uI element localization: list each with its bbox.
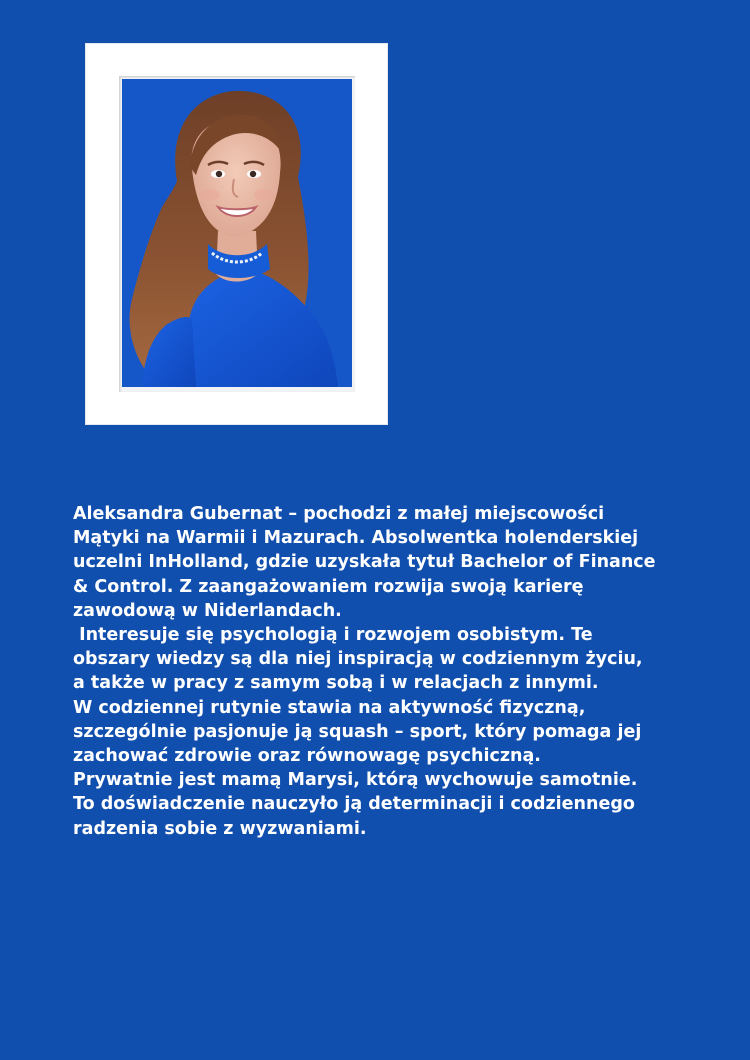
portrait-photo bbox=[122, 79, 352, 387]
biography-text bbox=[73, 502, 683, 841]
bio-line: Aleksandra Gubernat – pochodzi z małej miejscowości bbox=[73, 504, 605, 524]
bio-line: obszary wiedzy są dla niej inspiracją w codziennym życiu, bbox=[73, 649, 643, 670]
bio-line: Interesuje się psychologią i rozwojem osobistym. Te bbox=[73, 625, 593, 646]
bio-line: a także w pracy z samym sobą i w relacjach z innymi. bbox=[73, 673, 599, 694]
bio-line: szczególnie pasjonuje ją squash – sport, który pomaga jej bbox=[73, 721, 642, 742]
photo-mat bbox=[119, 76, 355, 392]
bio-line: zawodową w Niderlandach. bbox=[73, 600, 342, 621]
bio-line: Prywatnie jest mamą Marysi, którą wychowuje samotnie. bbox=[73, 770, 638, 791]
bio-line: W codziennej rutynie stawia na aktywność fizyczną, bbox=[73, 697, 586, 718]
bio-line: uczelni InHolland, gdzie uzyskała tytuł Bachelor of Finance bbox=[73, 552, 656, 573]
bio-line: & Control. Z zaangażowaniem rozwija swoją karierę bbox=[73, 576, 584, 597]
bio-line: zachować zdrowie oraz równowagę psychiczną. bbox=[73, 746, 541, 767]
portrait-illustration bbox=[122, 79, 352, 387]
bio-line: radzenia sobie z wyzwaniami. bbox=[73, 818, 367, 839]
photo-frame bbox=[85, 43, 388, 425]
bio-line: To doświadczenie nauczyło ją determinacji i codziennego bbox=[73, 794, 635, 815]
bio-line: Mątyki na Warmii i Mazurach. Absolwentka holenderskiej bbox=[73, 528, 639, 549]
